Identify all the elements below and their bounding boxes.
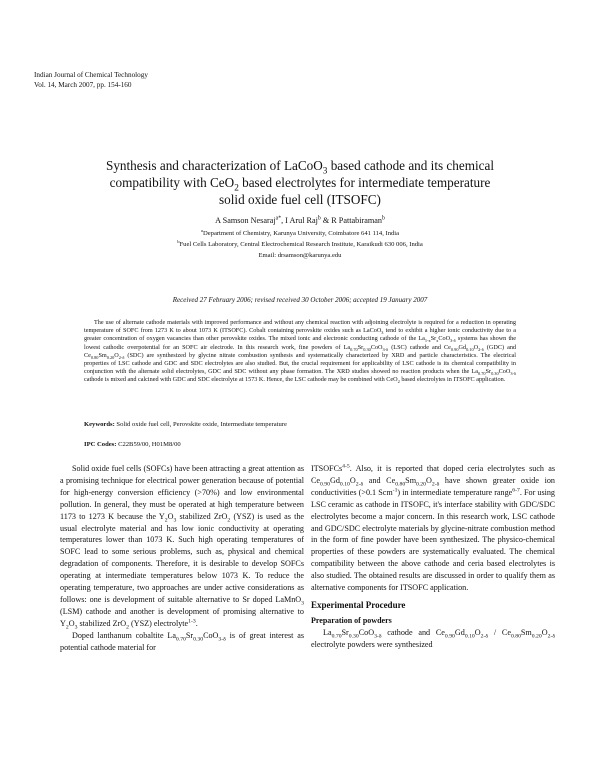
section-heading-experimental: Experimental Procedure xyxy=(311,599,406,610)
affiliation-a: $^a$Department of Chemistry, Karunya University, Coimbatore 641 114, India xyxy=(200,227,400,237)
subsection-heading-preparation: Preparation of powders xyxy=(311,615,392,625)
paper-title xyxy=(60,157,540,208)
intro-paragraph-3: ITSOFCs$^{4-5}$. Also, it is reported that doped ceria electrolytes such as $Ce_{0.90}Gd_{0.10}O_{2-\delta}$ and $Ce_{0.80}Sm_{0.20}O_{2-\delta}$ have shown greater oxide ion conductivities (>0.1 Scm$^{-1}$) in intermediate temperature range$^{6-7}$. For using LSC ceramic as cathode in ITSOFC, it's interface stability with GDC/SDC electrolytes become a major concern. In this research work, LSC cathode and GDC/SDC electrolyte materials by glycine-nitrate combustion method in the form of fine powder have been synthesized. The physico-chemical properties of these powders are systematically evaluated. The chemical compatibility between the above cathode and ceria based electrolytes is also studied. The obtained results are discussed in order to qualify them as alternative components for ITSOFC application. xyxy=(311,463,555,593)
intro-paragraph-1: Solid oxide fuel cells (SOFCs) have been attracting a great attention as a promising technique for electrical power generation because of potential for high-energy conversion efficiency (>70%) and low environmental pollution. In general, they must be operated at high temperature between 1173 to 1273 K because the $Y_2O_3$ stabilized ZrO$_2$ (YSZ) is used as the usual electrolyte material and has low ionic conductivity at operating temperatures lower than 1073 K. Such high operating temperatures of SOFC lead to some serious problems, such as, physical and chemical degradation of components. Therefore, it is desirable to develop SOFCs operating at intermediate temperatures below 1073 K. To reduce the operating temperature, two approaches are under active considerations as follows: one is development of suitable alternative to Sr doped LaMnO$_3$ (LSM) cathode and another is development of promising alternative to $Y_2O_3$ stabilized ZrO$_2$ (YSZ) electrolyte$^{1-3}$. xyxy=(60,464,304,631)
left-column xyxy=(60,463,304,654)
affiliation-b: $^b$Fuel Cells Laboratory, Central Electrochemical Research Institute, Karaikudi 630 006, India xyxy=(177,238,423,248)
experimental-paragraph-1: $La_{0.70}Sr_{0.30}CoO_{3-\delta}$ cathode and $Ce_{0.90}Gd_{0.10}O_{2-\delta} / Ce_{0.80}Sm_{0.20}O_{2-\delta}$ electrolyte powders were synthesized xyxy=(311,627,555,649)
title-line-3: solid oxide fuel cell (ITSOFC) xyxy=(219,192,381,207)
journal-header xyxy=(34,70,148,90)
received-dates: Received 27 February 2006; revised received 30 October 2006; accepted 19 January 2007 xyxy=(172,296,428,304)
title-line-2: compatibility with CeO$_2$ based electrolytes for intermediate temperature xyxy=(109,175,491,193)
abstract: The use of alternate cathode materials with improved performance and without any chemical reaction with adjoining electrolyte is required for a reduction in operating temperature of SOFC from 1273 K to about 1073 K (ITSOFC). Cobalt containing perovskite oxides such as LaCoO$_3$ tend to exhibit a higher ionic conductivity due to a greater concentration of oxygen vacancies than other perovskite oxides. The mixed ionic and electronic conducting cathode of the $La_{1-x}Sr_xCoO_{3-\delta}$ systems has shown the lowest cathodic overpotential for an SOFC air electrode. In this research work, fine powders of $La_{0.70}Sr_{0.30}CoO_{3-\delta}$ (LSC) cathode and $Ce_{0.90}Gd_{0.10}O_{2-\delta}$ (GDC) and $Ce_{0.80}Sm_{0.20}O_{2-\delta}$ (SDC) are synthesized by glycine nitrate combustion synthesis and systematically characterized by XRD and particle characteristics. The electrical properties of LSC cathode and GDC and SDC electrolytes are also studied. But, the crucial requirement for applicability of LSC cathode is its chemical compatibility in conjunction with the alternate solid electrolytes, GDC and SDC without any phase formation. The XRD studies showed no reaction products when the $La_{0.70}Sr_{0.30}CoO_{3-\delta}$ cathode is mixed and calcined with GDC and SDC electrolyte at 1573 K. Hence, the LSC cathode may be combined with CeO$_2$ based electrolytes in ITSOFC application. xyxy=(84,319,517,385)
journal-name: Indian Journal of Chemical Technology xyxy=(34,71,148,79)
author-list: A Samson Nesaraj$^{a*}$, I Arul Raj$^b$ & R Pattabiraman$^b$ xyxy=(215,215,385,225)
author-email: Email: drsamson@karunya.edu xyxy=(258,252,342,259)
right-column xyxy=(311,463,555,651)
journal-issue: Vol. 14, March 2007, pp. 154-160 xyxy=(34,81,132,89)
title-line-1: Synthesis and characterization of LaCoO$_3$ based cathode and its chemical xyxy=(105,158,495,176)
ipc-codes: IPC Codes: C22B59/00, H01M8/00 xyxy=(84,441,181,448)
keywords: Keywords: Solid oxide fuel cell, Perovskite oxide, Intermediate temperature xyxy=(84,421,287,428)
intro-paragraph-2: Doped lanthanum cobaltite $La_{0.70}Sr_{0.30}CoO_{3-\delta}$ is of great interest as potential cathode material for xyxy=(60,630,304,652)
